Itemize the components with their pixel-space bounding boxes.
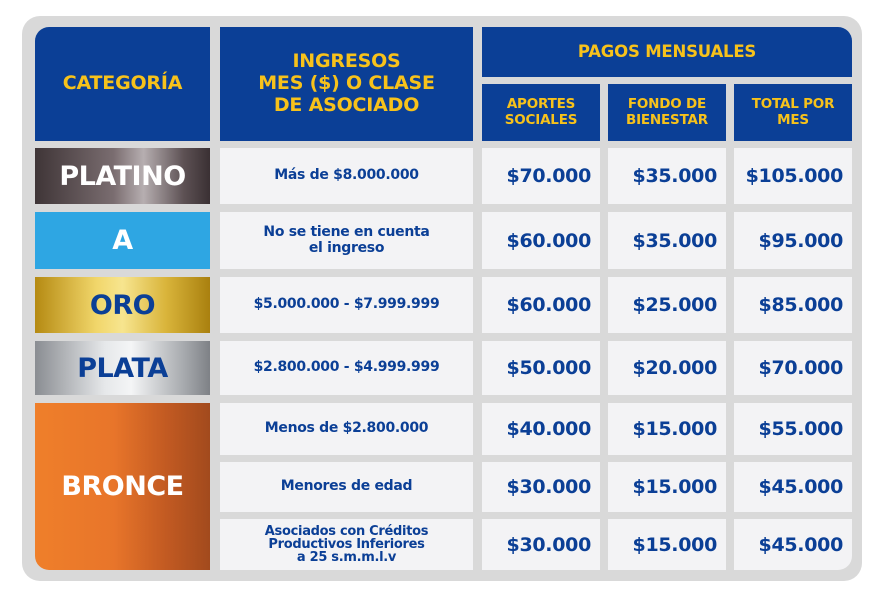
row-2-total	[734, 212, 852, 269]
category-platino	[35, 148, 210, 204]
category-plata-label: PLATA	[77, 352, 168, 384]
row-7-income	[220, 519, 473, 570]
row-5-aportes	[482, 403, 600, 455]
row-3-aportes-value: $60.000	[506, 294, 591, 316]
row-7-aportes	[482, 519, 600, 570]
row-6-aportes	[482, 462, 600, 512]
row-5-income-line-1: Menos de $2.800.000	[264, 420, 429, 437]
header-aportes-line-1: APORTES	[506, 95, 576, 112]
row-3-total	[734, 277, 852, 333]
header-ingresos-line-2: MES ($) O CLASE	[258, 72, 435, 95]
row-1-income-line-1: Más de $8.000.000	[274, 167, 419, 184]
row-2-fondo	[608, 212, 726, 269]
header-pagos-mensuales-label: PAGOS MENSUALES	[577, 41, 757, 61]
row-3-income	[220, 277, 473, 333]
row-4-fondo	[608, 341, 726, 395]
row-5-total-value: $55.000	[758, 418, 843, 440]
header-aportes-line-2: SOCIALES	[504, 111, 578, 128]
row-1-fondo	[608, 148, 726, 204]
row-7-aportes-value: $30.000	[506, 533, 591, 556]
row-2-income	[220, 212, 473, 269]
row-2-aportes-value: $60.000	[506, 229, 591, 252]
row-7-total	[734, 519, 852, 570]
row-1-fondo-value: $35.000	[632, 165, 717, 187]
row-5-income	[220, 403, 473, 455]
row-4-aportes-value: $50.000	[506, 357, 591, 379]
header-pagos-mensuales	[482, 27, 852, 77]
category-plata	[35, 341, 210, 395]
row-6-fondo-value: $15.000	[632, 476, 717, 498]
row-4-income	[220, 341, 473, 395]
row-6-fondo	[608, 462, 726, 512]
category-bronce	[35, 403, 210, 570]
row-6-income-line-1: Menores de edad	[280, 478, 413, 495]
header-fondo-line-1: FONDO DE	[627, 95, 707, 112]
row-4-income-line-1: $2.800.000 - $4.999.999	[253, 359, 440, 376]
header-total-line-2: MES	[777, 111, 809, 128]
row-4-fondo-value: $20.000	[632, 357, 717, 379]
row-2-fondo-value: $35.000	[632, 229, 717, 252]
row-1-aportes	[482, 148, 600, 204]
row-5-total	[734, 403, 852, 455]
category-a	[35, 212, 210, 269]
header-ingresos-line-3: DE ASOCIADO	[273, 93, 420, 116]
row-6-total-value: $45.000	[758, 476, 843, 498]
row-4-total-value: $70.000	[758, 357, 843, 379]
row-5-aportes-value: $40.000	[506, 418, 591, 440]
row-1-total-value: $105.000	[745, 165, 843, 187]
row-6-income	[220, 462, 473, 512]
row-3-fondo-value: $25.000	[632, 294, 717, 316]
row-1-income	[220, 148, 473, 204]
header-total	[734, 84, 852, 141]
row-2-income-line-1: No se tiene en cuenta	[263, 224, 430, 241]
row-7-fondo-value: $15.000	[632, 533, 717, 556]
row-3-income-line-1: $5.000.000 - $7.999.999	[253, 296, 440, 313]
header-aportes	[482, 84, 600, 141]
header-fondo	[608, 84, 726, 141]
row-4-total	[734, 341, 852, 395]
row-7-total-value: $45.000	[758, 533, 843, 556]
category-a-label: A	[112, 225, 133, 256]
row-1-aportes-value: $70.000	[506, 165, 591, 187]
row-7-income-line-1: Asociados con Créditos	[264, 524, 429, 539]
row-7-income-line-2: Productivos Inferiores	[268, 537, 425, 552]
row-1-total	[734, 148, 852, 204]
header-fondo-line-2: BIENESTAR	[626, 111, 708, 128]
row-2-income-line-2: el ingreso	[308, 239, 385, 256]
category-oro	[35, 277, 210, 333]
header-total-line-1: TOTAL POR	[751, 95, 835, 112]
header-ingresos	[220, 27, 473, 141]
row-3-aportes	[482, 277, 600, 333]
header-ingresos-line-1: INGRESOS	[292, 50, 401, 73]
row-5-fondo-value: $15.000	[632, 418, 717, 440]
row-4-aportes	[482, 341, 600, 395]
row-5-fondo	[608, 403, 726, 455]
row-7-fondo	[608, 519, 726, 570]
category-bronce-label: BRONCE	[61, 471, 184, 502]
category-oro-label: ORO	[89, 289, 156, 321]
row-6-total	[734, 462, 852, 512]
row-2-total-value: $95.000	[758, 229, 843, 252]
row-6-aportes-value: $30.000	[506, 476, 591, 498]
row-3-total-value: $85.000	[758, 294, 843, 316]
header-categoria-label: CATEGORÍA	[62, 72, 183, 95]
header-categoria	[35, 27, 210, 141]
row-3-fondo	[608, 277, 726, 333]
row-7-income-line-3: a 25 s.m.m.l.v	[296, 550, 397, 565]
category-platino-label: PLATINO	[59, 160, 186, 192]
row-2-aportes	[482, 212, 600, 269]
